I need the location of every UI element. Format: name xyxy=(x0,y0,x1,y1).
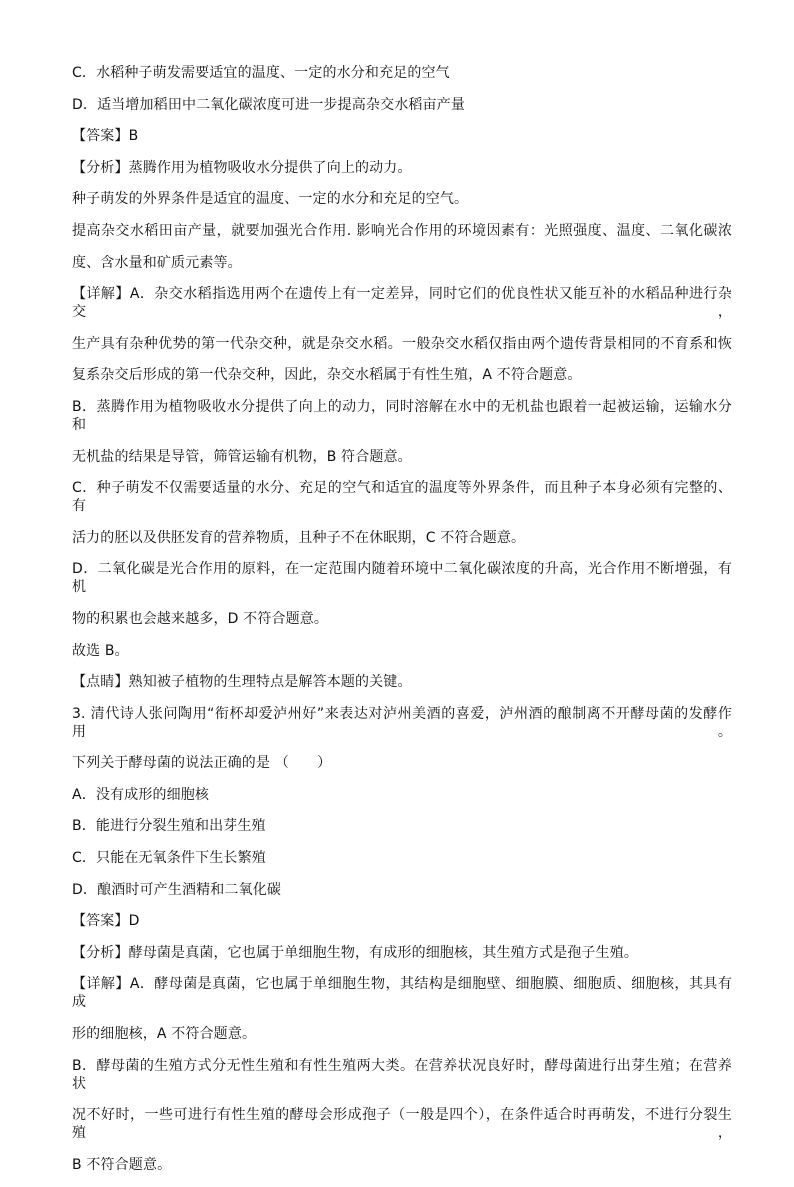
q2-detail-d-line-1: D．二氧化碳是光合作用的原料，在一定范围内随着环境中二氧化碳浓度的升高，光合作用不断增强，有机 xyxy=(72,561,732,596)
q3-stem-line-2: 下列关于酵母菌的说法正确的是 （ ） xyxy=(72,755,332,772)
q2-option-d: D．适当增加稻田中二氧化碳浓度可进一步提高杂交水稻亩产量 xyxy=(72,96,465,113)
q2-conclusion: 故选 B。 xyxy=(72,642,129,659)
answer-tag: 【答案】 xyxy=(72,913,129,930)
q3-detail-b-line-2: 况不好时，一些可进行有性生殖的酵母会形成孢子（一般是四个），在条件适合时再萌发，不进行分裂生殖， xyxy=(72,1107,732,1142)
analysis-text: 蒸腾作用为植物吸收水分提供了向上的动力。 xyxy=(128,159,412,176)
detail-text: A．杂交水稻指选用两个在遗传上有一定差异，同时它们的优良性状又能互补的水稻品种进行杂交， xyxy=(72,286,733,321)
q3-option-d: D．酿酒时可产生酒精和二氧化碳 xyxy=(72,881,282,898)
answer-tag: 【答案】 xyxy=(72,128,129,145)
q2-option-c: C．水稻种子萌发需要适宜的温度、一定的水分和充足的空气 xyxy=(72,65,450,81)
answer-value: D xyxy=(128,913,140,930)
answer-value: B xyxy=(128,128,139,145)
q2-detail-a-line-2: 生产具有杂种优势的第一代杂交种，就是杂交水稻。一般杂交水稻仅指由两个遗传背景相同的不育系和恢 xyxy=(72,335,732,352)
q2-analysis-line-2: 种子萌发的外界条件是适宜的温度、一定的水分和充足的空气。 xyxy=(72,191,469,208)
analysis-tag: 【分析】 xyxy=(72,944,129,961)
q2-analysis-line-1 xyxy=(72,159,732,177)
q3-detail-b-line-1: B．酵母菌的生殖方式分无性生殖和有性生殖两大类。在营养状况良好时，酵母菌进行出芽生殖；在营养状 xyxy=(72,1057,732,1092)
q2-detail-c-line-2: 活力的胚以及供胚发育的营养物质，且种子不在休眠期，C 不符合题意。 xyxy=(72,529,526,546)
detail-tag: 【详解】 xyxy=(72,286,130,303)
q3-detail-a-line-2: 形的细胞核，A 不符合题意。 xyxy=(72,1026,257,1043)
q2-detail-b-line-2: 无机盐的结果是导管，筛管运输有机物，B 符合题意。 xyxy=(72,448,412,465)
q3-stem-line-1: 3. 清代诗人张问陶用“衔杯却爱泸州好”来表达对泸州美酒的喜爱，泸州酒的酿制离不开酵母菌的发酵作用。 xyxy=(72,705,732,740)
q3-analysis xyxy=(72,944,732,962)
detail-tag: 【详解】 xyxy=(72,976,130,993)
analysis-tag: 【分析】 xyxy=(72,159,129,176)
q2-analysis-line-4: 度、含水量和矿质元素等。 xyxy=(72,254,242,271)
q3-detail-b-line-3: B 不符合题意。 xyxy=(72,1156,172,1173)
q2-detail-b-line-1: B．蒸腾作用为植物吸收水分提供了向上的动力，同时溶解在水中的无机盐也跟着一起被运输，运输水分和 xyxy=(72,398,732,433)
page-content xyxy=(72,64,732,1187)
q3-option-a: A．没有成形的细胞核 xyxy=(72,786,210,803)
analysis-text: 酵母菌是真菌，它也属于单细胞生物，有成形的细胞核，其生殖方式是孢子生殖。 xyxy=(128,944,639,961)
q2-detail-a-line-1 xyxy=(72,285,732,321)
q3-detail-a-line-1 xyxy=(72,975,732,1011)
q2-analysis-line-3: 提高杂交水稻田亩产量，就要加强光合作用. 影响光合作用的环境因素有：光照强度、温度、二氧化碳浓 xyxy=(72,222,732,239)
q2-tip xyxy=(72,673,732,691)
q2-detail-a-line-3: 复系杂交后形成的第一代杂交种，因此，杂交水稻属于有性生殖，A 不符合题意。 xyxy=(72,367,582,384)
q3-answer xyxy=(72,912,732,930)
tip-tag: 【点睛】 xyxy=(72,674,129,691)
q2-answer xyxy=(72,127,732,145)
q2-detail-c-line-1: C．种子萌发不仅需要适量的水分、充足的空气和适宜的温度等外界条件，而且种子本身必须有完整的、有 xyxy=(72,480,732,515)
tip-text: 熟知被子植物的生理特点是解答本题的关键。 xyxy=(128,674,412,691)
detail-text: A．酵母菌是真菌，它也属于单细胞生物，其结构是细胞壁、细胞膜、细胞质、细胞核，其具有成 xyxy=(72,976,733,1011)
q3-option-b: B．能进行分裂生殖和出芽生殖 xyxy=(72,818,266,835)
q2-detail-d-line-2: 物的积累也会越来越多，D 不符合题意。 xyxy=(72,610,329,627)
q3-option-c: C．只能在无氧条件下生长繁殖 xyxy=(72,850,266,867)
